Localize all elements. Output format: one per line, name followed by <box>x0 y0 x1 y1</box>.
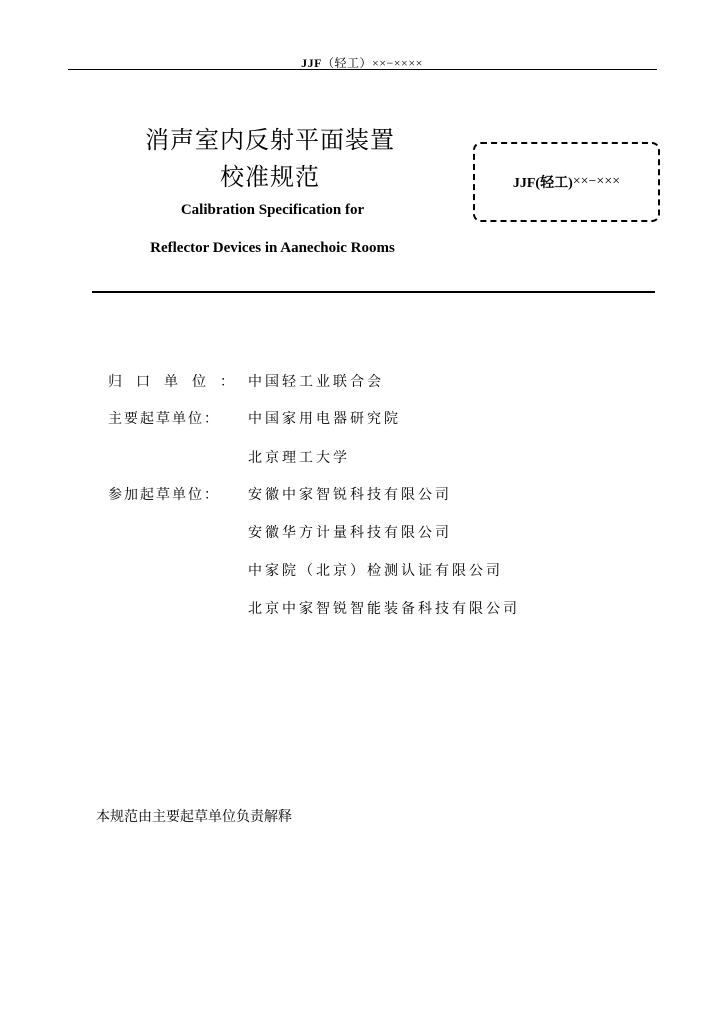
responsible-unit-row <box>108 370 384 392</box>
participating-unit-label: 参加起草单位： <box>108 487 220 503</box>
responsible-unit-label: 归口单位： <box>108 374 248 390</box>
participating-unit-row <box>108 483 452 505</box>
title-english-line-1: Calibration Specification for <box>180 202 365 218</box>
title-english-line-2: Reflector Devices in Aanechoic Rooms <box>150 240 395 256</box>
standard-code-box <box>473 142 660 222</box>
title-divider <box>92 291 655 293</box>
header-code-prefix: JJF <box>301 56 322 70</box>
main-drafting-unit-value: 中国家用电器研究院 <box>248 411 401 427</box>
header-divider <box>68 69 657 70</box>
participating-unit-value: 中家院（北京）检测认证有限公司 <box>248 563 503 579</box>
interpretation-note: 本规范由主要起草单位负责解释 <box>96 809 292 825</box>
participating-unit-row <box>108 521 452 543</box>
main-drafting-unit-row <box>108 407 401 429</box>
participating-unit-value: 北京中家智锐智能装备科技有限公司 <box>248 601 520 617</box>
code-box-bold: JJF(轻工) <box>512 176 573 191</box>
participating-unit-row <box>108 597 520 619</box>
main-drafting-unit-label: 主要起草单位： <box>108 411 220 427</box>
main-drafting-unit-row <box>108 446 350 468</box>
participating-unit-value: 安徽华方计量科技有限公司 <box>248 525 452 541</box>
responsible-unit-value: 中国轻工业联合会 <box>248 374 384 390</box>
code-box-rest: ××−××× <box>572 174 621 189</box>
main-drafting-unit-value: 北京理工大学 <box>248 450 350 466</box>
participating-unit-row <box>108 559 503 581</box>
title-chinese-line-1: 消声室内反射平面装置 <box>145 126 395 154</box>
header-code-rest: （轻工）××−×××× <box>321 56 423 70</box>
title-chinese-line-2: 校准规范 <box>220 163 320 191</box>
participating-unit-value: 安徽中家智锐科技有限公司 <box>248 487 452 503</box>
